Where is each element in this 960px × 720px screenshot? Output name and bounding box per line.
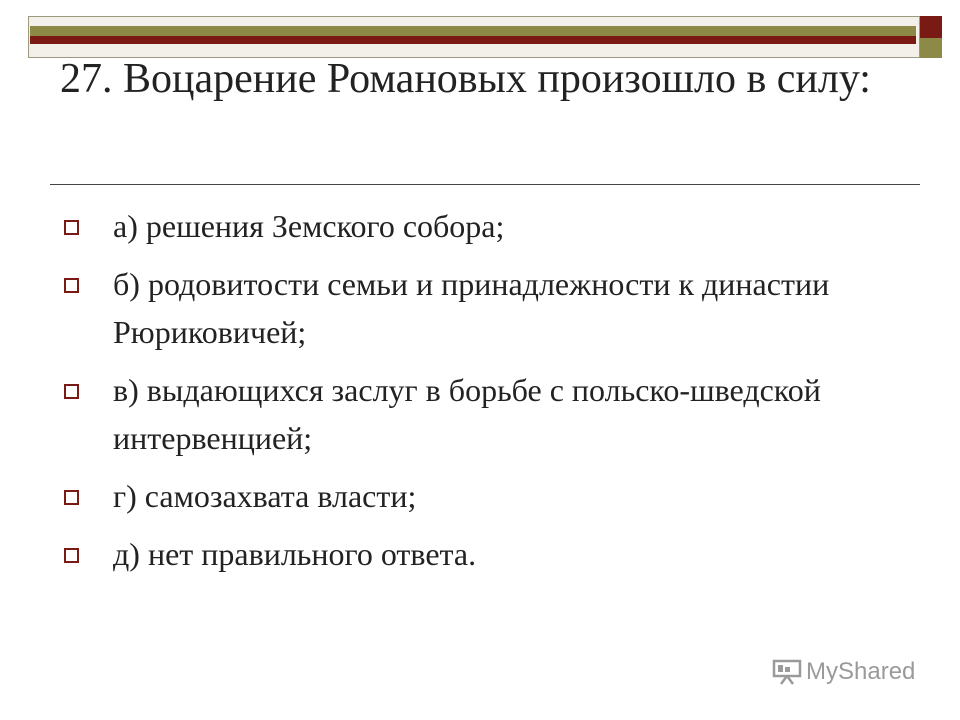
answer-option-text: д) нет правильного ответа. bbox=[113, 536, 477, 572]
answer-option-text: б) родовитости семьи и принадлежности к династии Рюриковичей; bbox=[113, 266, 830, 350]
answer-option-text: в) выдающихся заслуг в борьбе с польско-шведской интервенцией; bbox=[113, 372, 821, 456]
watermark-label: MyShared bbox=[806, 658, 916, 685]
answer-option-a bbox=[60, 202, 900, 250]
square-bullet-icon bbox=[64, 548, 79, 563]
corner-square-red bbox=[920, 16, 942, 38]
corner-square-olive bbox=[920, 38, 942, 58]
answer-option-text: а) решения Земского собора; bbox=[113, 208, 505, 244]
square-bullet-icon bbox=[64, 490, 79, 505]
answer-option-text: г) самозахвата власти; bbox=[113, 478, 417, 514]
answer-options bbox=[60, 202, 900, 588]
header-stripe-red bbox=[30, 36, 916, 44]
header-stripe-olive bbox=[30, 26, 916, 36]
answer-option-g bbox=[60, 472, 900, 520]
square-bullet-icon bbox=[64, 278, 79, 293]
slide-title: 27. Воцарение Романовых произошло в силу: bbox=[60, 56, 871, 102]
answer-option-d bbox=[60, 530, 900, 578]
answer-option-v bbox=[60, 366, 900, 462]
presentation-board-icon bbox=[772, 658, 802, 686]
watermark-logo bbox=[772, 658, 915, 686]
answer-option-b bbox=[60, 260, 900, 356]
square-bullet-icon bbox=[64, 384, 79, 399]
square-bullet-icon bbox=[64, 220, 79, 235]
title-divider bbox=[50, 184, 920, 185]
